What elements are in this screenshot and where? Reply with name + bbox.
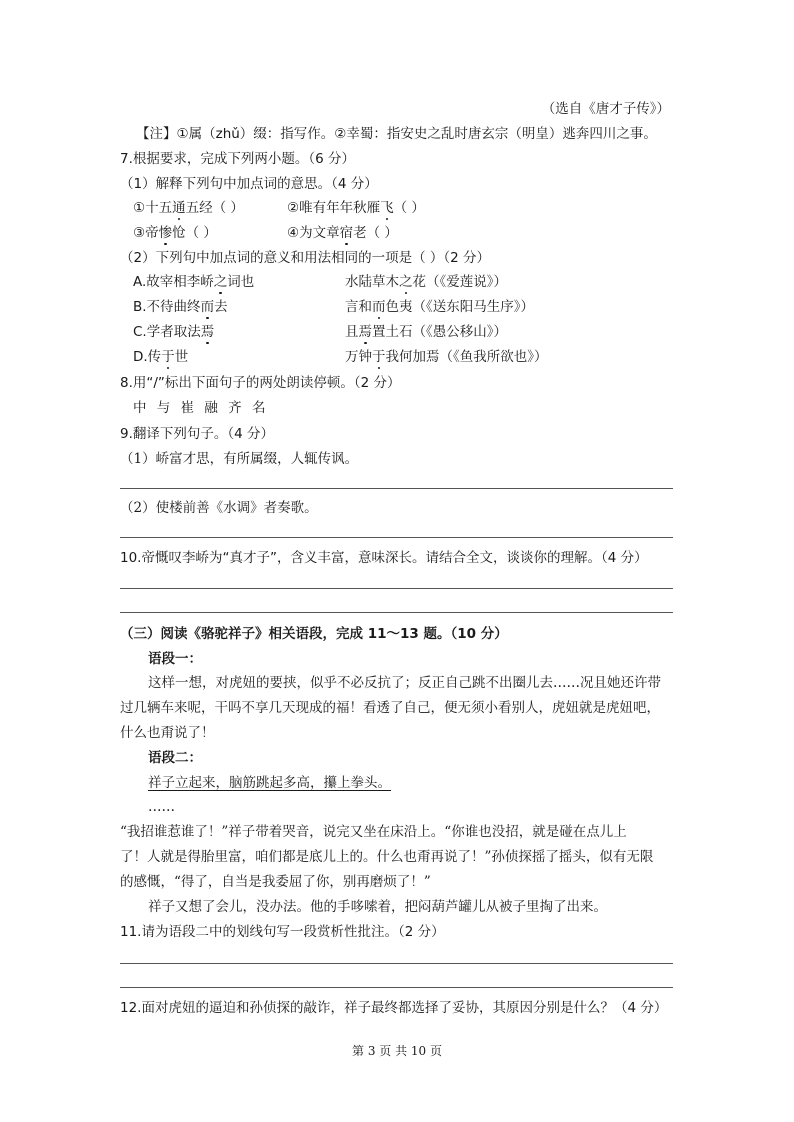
page-number: 第 3 页 共 10 页 [352, 1044, 442, 1058]
question-7-sub2: （2）下列句中加点词的意义和用法相同的一项是（ ）（2 分） [120, 250, 491, 266]
passage-2-line-3: 的感慨，“得了，自当是我委屈了你，别再磨烦了！” [120, 874, 431, 890]
answer-line[interactable] [120, 588, 673, 589]
item-prefix: ③帝 [133, 225, 159, 241]
passage-1-label: 语段一： [148, 651, 202, 667]
q7-item-1 [133, 199, 244, 217]
question-11-title: 11.请为语段二中的划线句写一段赏析性批注。（2 分） [120, 924, 445, 940]
answer-line[interactable] [120, 537, 673, 538]
item-prefix: ④为文章 [287, 225, 340, 241]
question-8-sentence: 中 与 崔 融 齐 名 [133, 400, 269, 416]
question-9-sentence-1: （1）峤富才思，有所属缀，人辄传讽。 [120, 451, 359, 467]
passage-2-ellipsis: …… [148, 799, 175, 815]
passage-1-line-2: 过几辆车来呢，干吗不享几天现成的福！看透了自己，便无须小看别人，虎妞就是虎妞吧， [120, 700, 660, 716]
item-prefix: ②唯有年年秋雁 [287, 200, 381, 216]
item-suffix: 五经（ ） [185, 200, 244, 216]
item-prefix: ①十五 [133, 200, 173, 216]
dotted-word: 而 [372, 299, 386, 315]
dotted-word: 于 [161, 349, 175, 365]
dotted-word: 之 [213, 274, 228, 290]
question-10-title: 10.帝慨叹李峤为“真才子”，含义丰富，意味深长。请结合全文，谈谈你的理解。（4 分） [120, 550, 648, 566]
option-d-right: 万钟于我何加焉（《鱼我所欲也》） [345, 349, 548, 365]
passage-2-underlined-sentence: 祥子立起来，脑筋跳起多高，攥上拳头。 [148, 775, 391, 791]
option-c-left: C.学者取法焉 [133, 324, 215, 340]
dotted-word: 飞 [380, 200, 394, 216]
answer-line[interactable] [120, 987, 673, 988]
answer-line[interactable] [120, 488, 673, 489]
option-a-left: A.故宰相李峤之词也 [133, 274, 255, 290]
option-b-left: B.不待曲终而去 [133, 299, 228, 315]
q7-item-4 [287, 224, 398, 242]
dotted-word: 宿 [339, 225, 354, 241]
dotted-word: 焉 [200, 324, 215, 340]
dotted-word: 焉 [358, 324, 372, 340]
annotation-note: 【注】①属（zhǔ）缀：指写作。②幸蜀：指安史之乱时唐玄宗（明皇）逃奔四川之事。 [136, 126, 657, 142]
dotted-word: 之 [399, 274, 413, 290]
option-d-left: D.传于世 [133, 349, 189, 365]
question-8-title: 8.用“/”标出下面句子的两处朗读停顿。（2 分） [120, 375, 401, 391]
question-9-title: 9.翻译下列句子。（4 分） [120, 426, 275, 442]
dotted-word: 而 [200, 299, 215, 315]
passage-2-line-4: 祥子又想了会儿，没办法。他的手哆嗦着，把闷葫芦罐儿从被子里掏了出来。 [148, 899, 607, 915]
dotted-word: 于 [372, 349, 386, 365]
question-7-title: 7.根据要求，完成下列两小题。（6 分） [120, 151, 356, 167]
answer-line[interactable] [120, 963, 673, 964]
passage-2-line-1: “我招谁惹谁了！”祥子带着哭音，说完又坐在床沿上。“你谁也没招，就是碰在点儿上 [120, 824, 627, 840]
passage-2-label: 语段二： [148, 750, 202, 766]
passage-1-line-3: 什么也甭说了！ [120, 725, 215, 741]
option-b-right: 言和而色夷（《送东阳马生序》） [345, 299, 534, 315]
question-7-sub1: （1）解释下列句中加点词的意思。（4 分） [120, 176, 378, 192]
question-9-sentence-2: （2）使楼前善《水调》者奏歌。 [120, 500, 318, 516]
source-citation: （选自《唐才子传》） [541, 101, 670, 117]
item-suffix: （ ） [393, 200, 425, 216]
dotted-word: 惨 [158, 225, 173, 241]
option-a-right: 水陆草木之花（《爱莲说》） [345, 274, 507, 290]
option-c-right: 且焉置土石（《愚公移山》） [345, 324, 507, 340]
question-12-title: 12.面对虎妞的逼迫和孙侦探的敲诈，祥子最终都选择了妥协，其原因分别是什么？（4 分） [120, 1000, 668, 1016]
section-3-title: （三）阅读《骆驼祥子》相关语段，完成 11～13 题。（10 分） [120, 626, 508, 642]
passage-1-line-1: 这样一想，对虎妞的要挟，似乎不必反抗了；反正自己跳不出圈儿去……况且她还许带 [148, 675, 661, 691]
item-suffix: 老（ ） [353, 225, 398, 241]
dotted-word: 通 [172, 200, 186, 216]
answer-line[interactable] [120, 612, 673, 613]
item-suffix: 怆（ ） [172, 225, 217, 241]
q7-item-3 [133, 224, 217, 242]
passage-2-line-2: 了！人就是得胎里富，咱们都是底儿上的。什么也甭再说了！”孙侦探摇了摇头，似有无限 [120, 849, 654, 865]
q7-item-2 [287, 199, 425, 217]
